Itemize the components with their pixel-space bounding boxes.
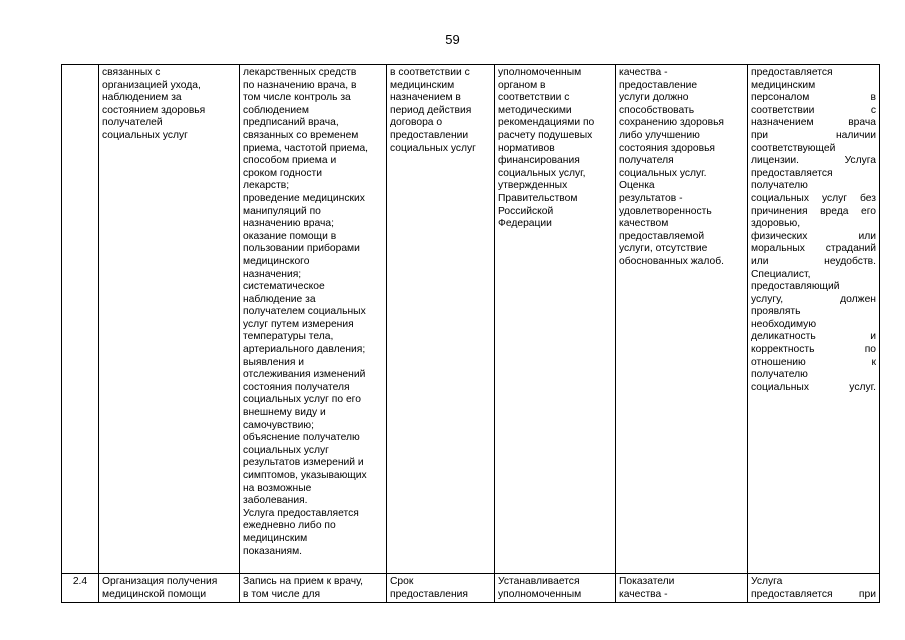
quality-indicators-cell: Показатели качества -	[616, 574, 748, 603]
service-name-cell: связанных с организацией ухода, наблюдением за состоянием здоровья получателей социальных услуг	[99, 65, 240, 574]
text-line: отношению к	[751, 356, 876, 368]
text-line: медицинским	[751, 79, 816, 91]
text-line: физических или	[751, 230, 876, 242]
text-line: необходимую	[751, 318, 817, 330]
text-line: назначением врача	[751, 117, 876, 129]
text-line: социальных услуг без	[751, 192, 876, 204]
text-line: услугу, должен	[751, 293, 876, 305]
text-line: получателю	[751, 369, 808, 381]
table-row	[62, 65, 880, 574]
text-line: деликатность и	[751, 331, 876, 343]
text-line: лицензии. Услуга	[751, 155, 876, 167]
service-conditions-cell	[748, 65, 880, 574]
text-line: получателю	[751, 180, 808, 192]
row-number-cell: 2.4	[62, 574, 99, 603]
table-row	[62, 574, 880, 603]
service-tariff-cell: уполномоченным органом в соответствии с методическими рекомендациями по расчету подушевых нормативов финансирования социальных услуг, утвержденных Правительством Российской Федерации	[495, 65, 616, 574]
service-tariff-cell: Устанавливается уполномоченным	[495, 574, 616, 603]
text-line: здоровью,	[751, 218, 801, 230]
service-conditions-cell	[748, 574, 880, 603]
text-line: корректность по	[751, 344, 876, 356]
service-term-cell: Срок предоставления	[387, 574, 495, 603]
service-name-cell: Организация получения медицинской помощи	[99, 574, 240, 603]
quality-indicators-cell: качества - предоставление услуги должно способствовать сохранению здоровья либо улучшению состояния здоровья получателя социальных услуг. Оценка результатов - удовлетворенность качеством предоставляемой услуги, отсутствие обоснованных жалоб.	[616, 65, 748, 574]
text-line: при наличии	[751, 129, 876, 141]
text-line: предоставляется	[751, 67, 833, 78]
text-line: соответствии с	[751, 104, 876, 116]
service-term-cell: в соответствии с медицинским назначением в период действия договора о предоставлении социальных услуг	[387, 65, 495, 574]
text-line: предоставляется	[751, 167, 833, 179]
page-number: 59	[445, 32, 460, 47]
text-line: проявлять	[751, 306, 801, 318]
text-line: причинения вреда его	[751, 205, 876, 217]
row-number-cell	[62, 65, 99, 574]
text-line: или неудобств.	[751, 255, 876, 267]
services-table	[61, 64, 880, 603]
text-line: моральных страданий	[751, 243, 876, 255]
text-line: персоналом в	[751, 92, 876, 104]
text-line: предоставляющий	[751, 281, 840, 293]
text-line: Специалист,	[751, 268, 811, 280]
service-description-cell: Запись на прием к врачу, в том числе для	[240, 574, 387, 603]
text-line: соответствующей	[751, 142, 836, 154]
text-line: социальных услуг.	[751, 381, 876, 393]
service-description-cell: лекарственных средств по назначению врача, в том числе контроль за соблюдением предписаний врача, связанных со временем приема, частотой приема, способом приема и сроком годности лекарств; проведение медицинских манипуляций по назначению врача; оказание помощи в пользовании приборами медицинского назначения; систематическое наблюдение за получателем социальных услуг путем измерения температуры тела, артериального давления; выявления и отслеживания изменений состояния получателя социальных услуг по его внешнему виду и самочувствию; объяснение получателю социальных услуг результатов измерений и симптомов, указывающих на возможные заболевания. Услуга предоставляется ежедневно либо по медицинским показаниям.	[240, 65, 387, 574]
text-line: Услуга	[751, 576, 783, 587]
text-line: предоставляется при	[751, 588, 876, 600]
